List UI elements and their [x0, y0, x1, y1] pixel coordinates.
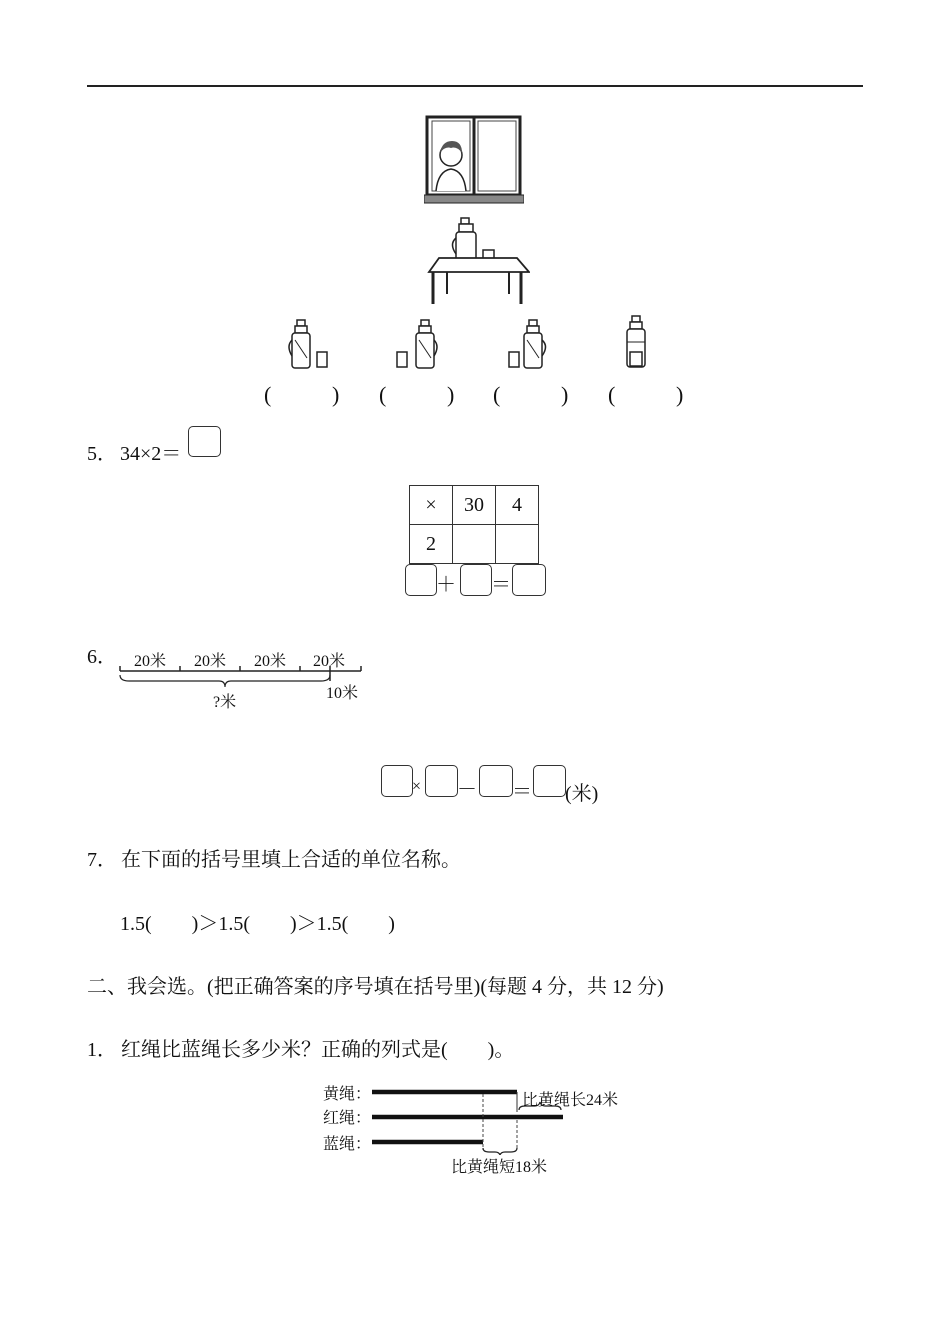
q5-sum-box-1[interactable] — [405, 564, 437, 596]
q7-number: 7． — [87, 849, 117, 871]
answer-paren-2-close: ) — [447, 382, 455, 407]
q7-expression: 1.5( )＞1.5( )＞1.5( ) — [120, 913, 395, 935]
grid-cell-2x30[interactable] — [453, 525, 496, 564]
rope-longer-label: 比黄绳长24米 — [522, 1092, 619, 1109]
answer-paren-3-open: ( — [493, 382, 501, 407]
rope-label-blue: 蓝绳： — [323, 1136, 372, 1153]
grid-header-30: 30 — [453, 486, 496, 525]
q5-multiplication-grid — [409, 485, 539, 564]
window-boy-illustration — [424, 115, 524, 205]
view-option-2-icon — [393, 318, 443, 373]
answer-paren-4-open: ( — [608, 382, 616, 407]
answer-paren-2-open: ( — [379, 382, 387, 407]
header-rule — [87, 85, 863, 87]
q6-box-3[interactable] — [479, 765, 513, 797]
q5-answer-box[interactable] — [188, 426, 221, 457]
q6-equals-sign: ＝ — [512, 781, 532, 803]
q6-box-1[interactable] — [381, 765, 413, 797]
grid-header-times: × — [410, 486, 453, 525]
answer-paren-3-close: ) — [561, 382, 569, 407]
view-option-3-icon — [505, 318, 555, 373]
s2q1-number: 1． — [87, 1039, 117, 1061]
answer-paren-1-close: ) — [332, 382, 340, 407]
q6-segment-label-1: 20米 — [134, 653, 167, 670]
grid-header-4: 4 — [496, 486, 539, 525]
q5-sum-box-2[interactable] — [460, 564, 492, 596]
q5-expression: 34×2＝ — [120, 443, 182, 465]
grid-row-label: 2 — [410, 525, 453, 564]
answer-paren-1-open: ( — [264, 382, 272, 407]
rope-label-yellow: 黄绳： — [323, 1086, 372, 1103]
rope-shorter-label: 比黄绳短18米 — [451, 1159, 548, 1176]
q5-plus-sign: ＋ — [436, 574, 456, 596]
view-option-1-icon — [283, 318, 333, 373]
section2-heading: 二、我会选。(把正确答案的序号填在括号里)(每题 4 分，共 12 分) — [87, 976, 664, 998]
s2q1-prompt: 红绳比蓝绳长多少米？正确的列式是( )。 — [121, 1039, 515, 1061]
q6-extra-label: 10米 — [326, 685, 359, 702]
q5-equals-sign: ＝ — [491, 574, 511, 596]
q6-minus-sign: － — [457, 779, 477, 801]
q6-total-label: ?米 — [213, 694, 237, 711]
q5-number: 5． — [87, 443, 117, 465]
q6-times-sign: × — [412, 778, 422, 795]
q6-segment-diagram — [119, 645, 369, 710]
q5-sum-box-3[interactable] — [512, 564, 546, 596]
q6-segment-label-2: 20米 — [194, 653, 227, 670]
answer-paren-4-close: ) — [676, 382, 684, 407]
rope-label-red: 红绳： — [323, 1110, 372, 1127]
view-option-4-icon — [620, 314, 656, 372]
q6-segment-label-3: 20米 — [254, 653, 287, 670]
q6-segment-label-4: 20米 — [313, 653, 346, 670]
q6-box-2[interactable] — [425, 765, 458, 797]
q6-box-4[interactable] — [533, 765, 566, 797]
q6-number: 6． — [87, 646, 117, 668]
q6-unit: (米) — [565, 783, 599, 805]
grid-cell-2x4[interactable] — [496, 525, 539, 564]
table-thermos-illustration — [425, 214, 530, 306]
q7-prompt: 在下面的括号里填上合适的单位名称。 — [121, 849, 461, 871]
